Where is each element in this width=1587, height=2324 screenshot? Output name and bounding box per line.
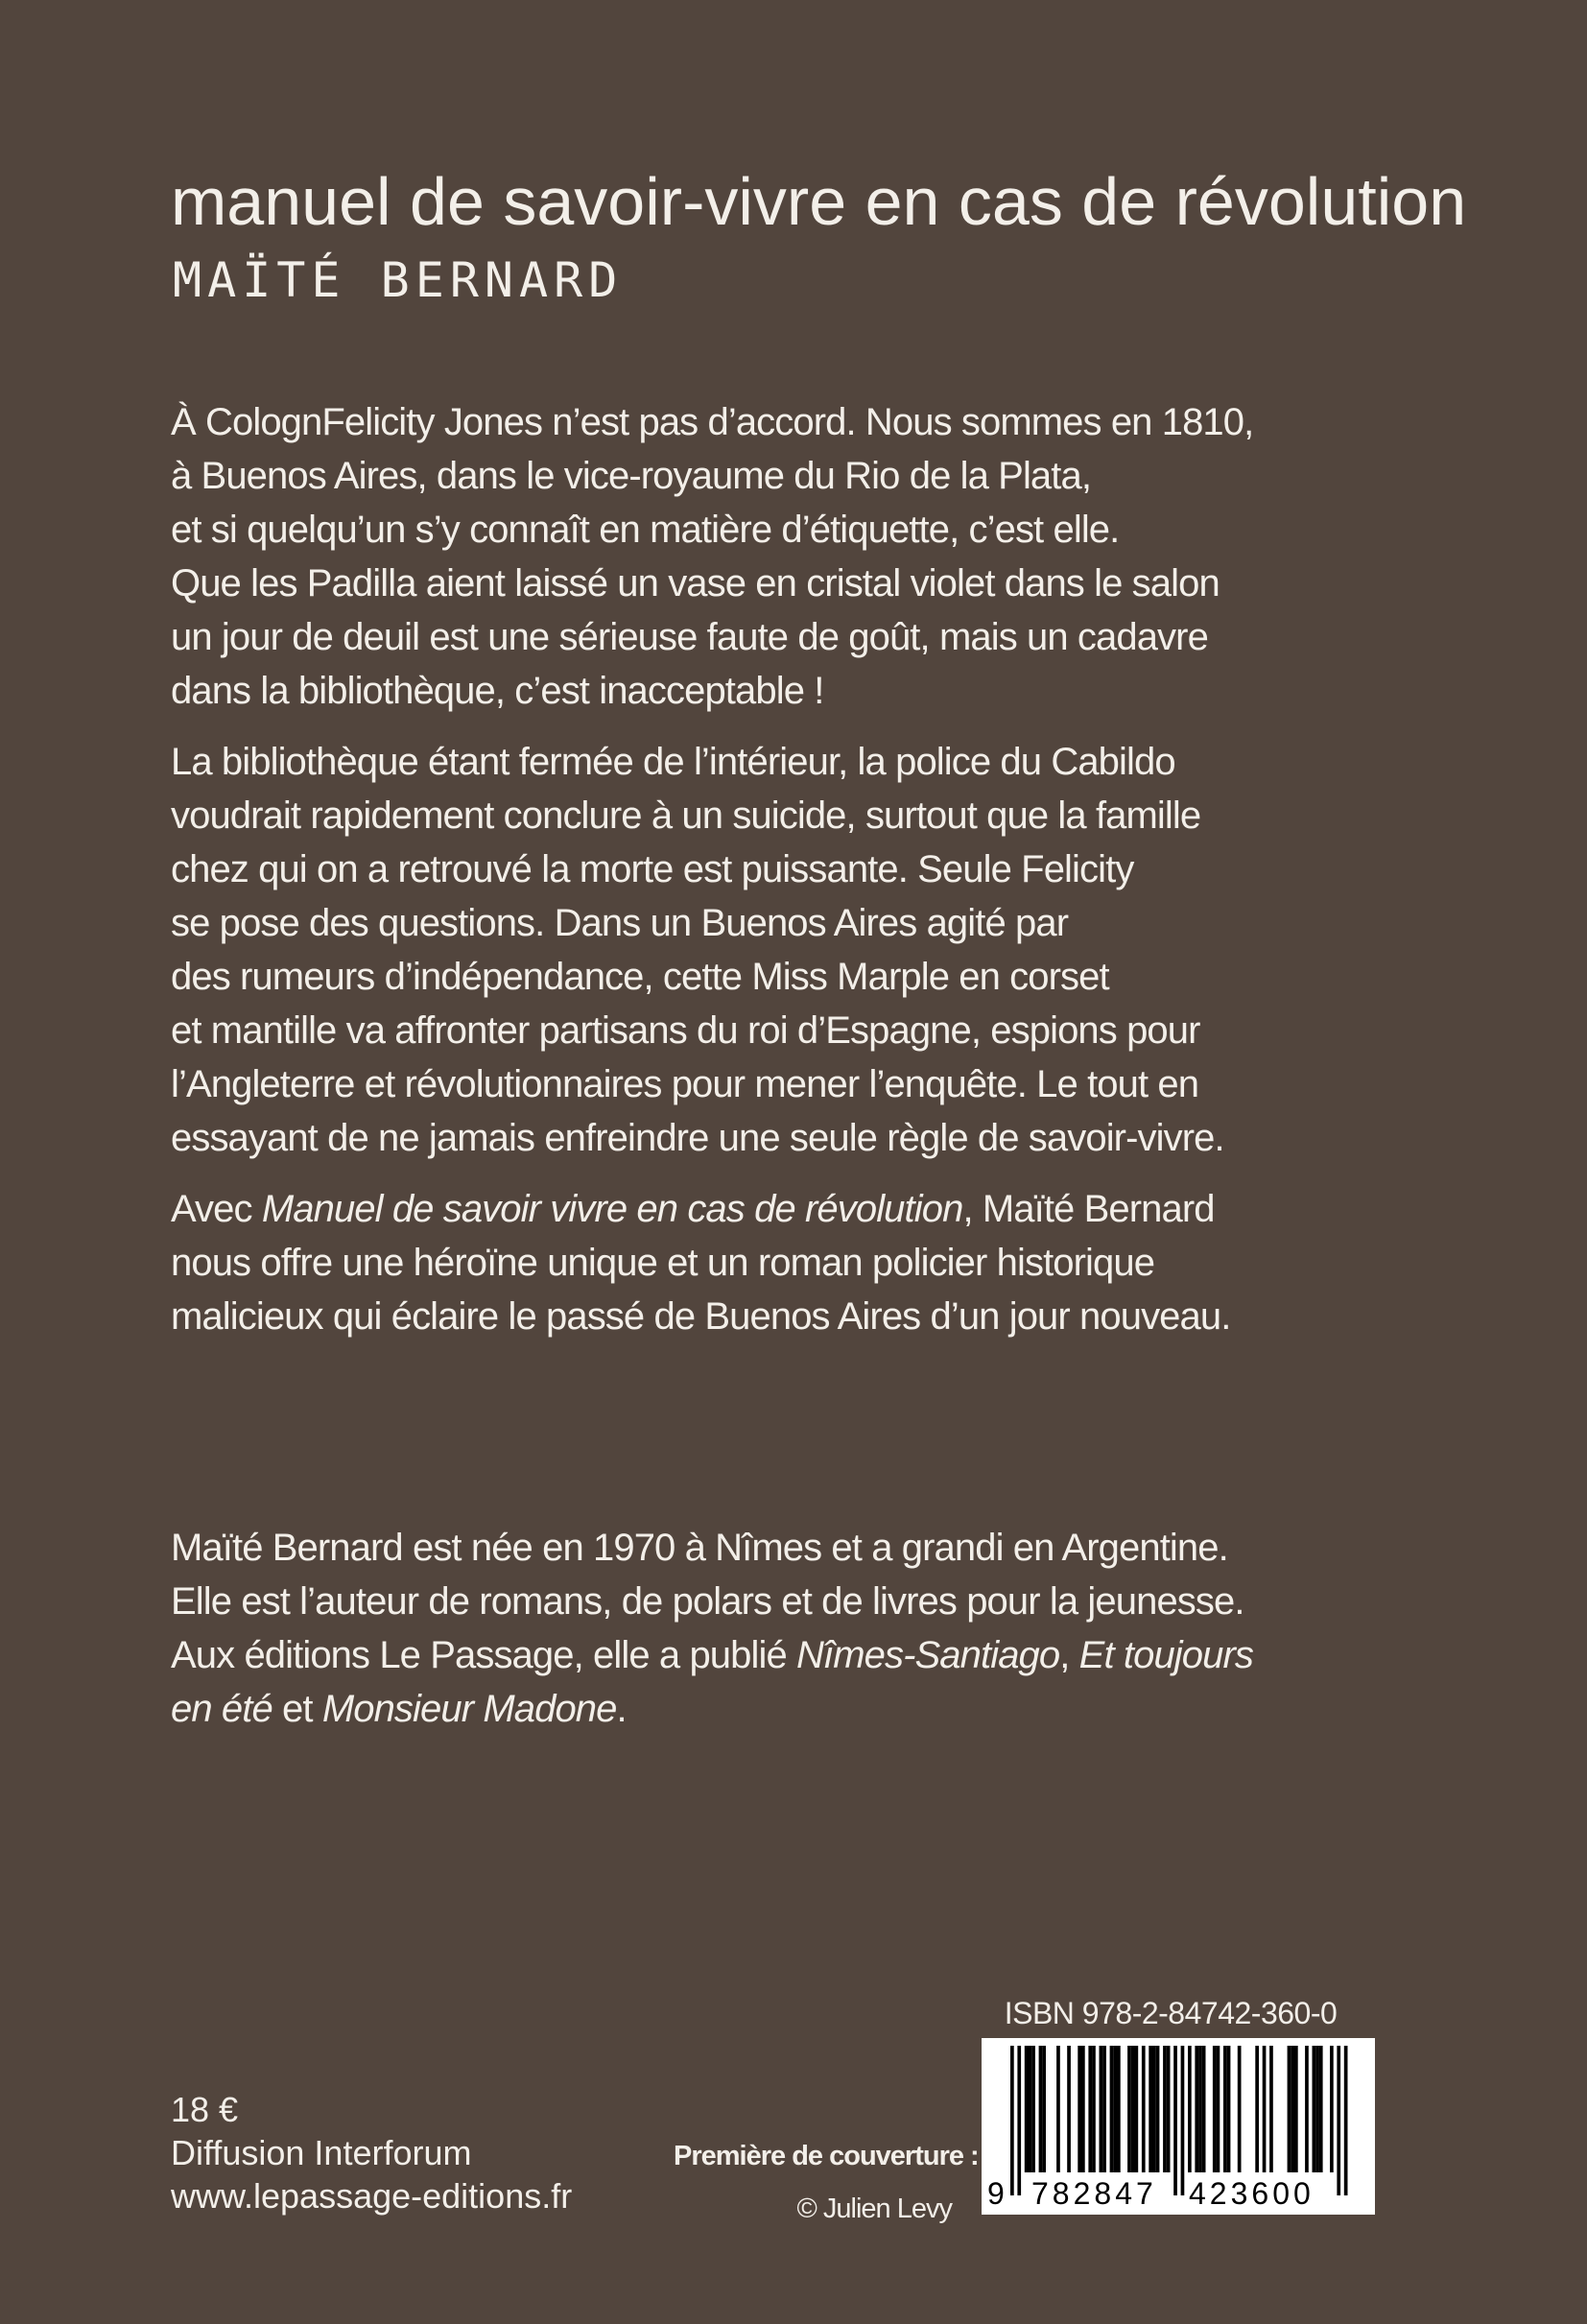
book-title-italic: Manuel de savoir vivre en cas de révolution: [261, 1188, 963, 1230]
credit-label: Première de couverture :: [674, 2141, 979, 2171]
isbn-barcode: [982, 2038, 1375, 2215]
blurb-paragraph-3: [171, 1182, 1447, 1343]
bio-paragraph: [171, 1521, 1447, 1736]
barcode-bar: [1167, 2046, 1171, 2172]
barcode-bar: [1113, 2046, 1117, 2172]
barcode-bar: [1149, 2046, 1152, 2172]
barcode-bar: [1078, 2046, 1081, 2172]
book-title: manuel de savoir-vivre en cas de révolution: [171, 164, 1467, 239]
barcode-bar: [1288, 2046, 1291, 2172]
barcode-bar: [1117, 2046, 1121, 2172]
barcode-bar: [1319, 2046, 1323, 2172]
text-line: voudrait rapidement conclure à un suicide, surtout que la famille: [171, 794, 1201, 837]
barcode-bar: [1291, 2046, 1294, 2172]
barcode-bar: [1010, 2046, 1014, 2195]
text-line: La bibliothèque étant fermée de l’intérieur, la police du Cabildo: [171, 741, 1175, 783]
publisher-website: www.lepassage-editions.fr: [171, 2176, 573, 2216]
barcode-bar: [1067, 2046, 1071, 2172]
barcode-bar: [1223, 2046, 1227, 2172]
barcode-bar: [1238, 2046, 1242, 2172]
book-title-italic: Et toujours: [1078, 1634, 1253, 1676]
barcode-bar: [1217, 2046, 1220, 2172]
barcode-bar: [1102, 2046, 1106, 2172]
barcode-bar: [1031, 2046, 1035, 2172]
barcode-bar: [1313, 2046, 1316, 2172]
author-bio: [171, 1521, 1447, 1753]
publisher-info: [171, 2088, 572, 2217]
text-line: et mantille va affronter partisans du roi d’Espagne, espions pour: [171, 1009, 1200, 1052]
barcode-digits-left: 782847: [1031, 2176, 1157, 2211]
barcode-bar: [1269, 2046, 1273, 2172]
text-fragment: ,: [1059, 1634, 1079, 1676]
text-line: dans la bibliothèque, c’est inacceptable !: [171, 670, 824, 712]
text-line: Elle est l’auteur de romans, de polars et de livres pour la jeunesse.: [171, 1580, 1244, 1623]
text-line: malicieux qui éclaire le passé de Buenos Aires d’un jour nouveau.: [171, 1295, 1231, 1338]
text-line: chez qui on a retrouvé la morte est puissante. Seule Felicity: [171, 848, 1134, 890]
text-line: [171, 1182, 1447, 1236]
credit-value: © Julien Levy: [796, 2194, 952, 2224]
barcode-bar: [1081, 2046, 1085, 2172]
barcode-bar: [1181, 2046, 1185, 2195]
barcode-bar: [1156, 2046, 1160, 2172]
text-fragment: .: [616, 1688, 627, 1730]
text-fragment: , Maïté Bernard: [962, 1188, 1215, 1230]
barcode-bar: [1127, 2046, 1131, 2172]
author-name: MAÏTÉ BERNARD: [173, 252, 624, 308]
barcode-bar: [1213, 2046, 1217, 2172]
barcode-digit-first: 9: [987, 2176, 1005, 2211]
barcode-bar: [1188, 2046, 1192, 2172]
text-line: Que les Padilla aient laissé un vase en cristal violet dans le salon: [171, 562, 1220, 605]
distribution: Diffusion Interforum: [171, 2133, 472, 2172]
barcode-bar: [1017, 2046, 1021, 2195]
barcode-bar: [1315, 2046, 1319, 2172]
text-line: à Buenos Aires, dans le vice-royaume du Rio de la Plata,: [171, 455, 1092, 497]
barcode-digits-right: 423600: [1189, 2176, 1315, 2211]
text-line: et si quelqu’un s’y connaît en matière d’étiquette, c’est elle.: [171, 509, 1120, 551]
barcode-bar: [1039, 2046, 1043, 2172]
text-line: [171, 1682, 1447, 1736]
book-title-italic: Nîmes-Santiago: [796, 1634, 1060, 1676]
barcode-bar: [1294, 2046, 1298, 2172]
text-fragment: et: [272, 1688, 322, 1730]
barcode-bar: [1100, 2046, 1103, 2172]
text-line: essayant de ne jamais enfreindre une seule règle de savoir-vivre.: [171, 1117, 1224, 1159]
barcode-bar: [1088, 2046, 1092, 2172]
barcode-bar: [1305, 2046, 1309, 2172]
barcode-bar: [1344, 2046, 1348, 2195]
text-fragment: Avec: [171, 1188, 262, 1230]
blurb-paragraph-1: [171, 395, 1447, 718]
text-line: un jour de deuil est une sérieuse faute de goût, mais un cadavre: [171, 616, 1208, 658]
book-title-italic: Monsieur Madone: [321, 1688, 617, 1730]
book-title-italic: en été: [171, 1688, 272, 1730]
barcode-bar: [1227, 2046, 1231, 2172]
cover-credit: [674, 2130, 979, 2236]
barcode-bar: [1337, 2046, 1340, 2195]
blurb: [171, 395, 1447, 1361]
barcode-bar: [1202, 2046, 1206, 2172]
barcode-bar: [1131, 2046, 1135, 2172]
barcode-bar: [1025, 2046, 1029, 2172]
barcode-bar: [1042, 2046, 1046, 2172]
text-line: À ColognFelicity Jones n’est pas d’accord. Nous sommes en 1810,: [171, 401, 1254, 443]
barcode-bar: [1056, 2046, 1060, 2172]
barcode-bar: [1135, 2046, 1139, 2172]
barcode-bar: [1330, 2046, 1334, 2172]
blurb-paragraph-2: [171, 735, 1447, 1165]
barcode-bar: [1163, 2046, 1167, 2172]
isbn-label: ISBN 978-2-84742-360-0: [1004, 1996, 1338, 2030]
barcode-bar: [1255, 2046, 1259, 2172]
barcode-bar: [1198, 2046, 1202, 2172]
text-line: Maïté Bernard est née en 1970 à Nîmes et a grandi en Argentine.: [171, 1527, 1228, 1569]
text-fragment: Aux éditions Le Passage, elle a publié: [171, 1634, 797, 1676]
text-line: des rumeurs d’indépendance, cette Miss Marple en corset: [171, 956, 1109, 998]
barcode-bar: [1110, 2046, 1114, 2172]
text-line: nous offre une héroïne unique et un roman policier historique: [171, 1242, 1155, 1284]
barcode-digits: [982, 2174, 1375, 2213]
price: 18 €: [171, 2090, 239, 2129]
text-line: l’Angleterre et révolutionnaires pour mener l’enquête. Le tout en: [171, 1063, 1199, 1105]
barcode-bar: [1092, 2046, 1096, 2172]
text-line: se pose des questions. Dans un Buenos Aires agité par: [171, 902, 1069, 944]
barcode-bar: [1195, 2046, 1198, 2172]
barcode-bar: [1029, 2046, 1032, 2172]
text-line: [171, 1628, 1447, 1682]
barcode-bar: [1173, 2046, 1177, 2195]
barcode-bar: [1263, 2046, 1267, 2172]
barcode-bar: [1152, 2046, 1156, 2172]
barcode-bar: [1142, 2046, 1146, 2172]
